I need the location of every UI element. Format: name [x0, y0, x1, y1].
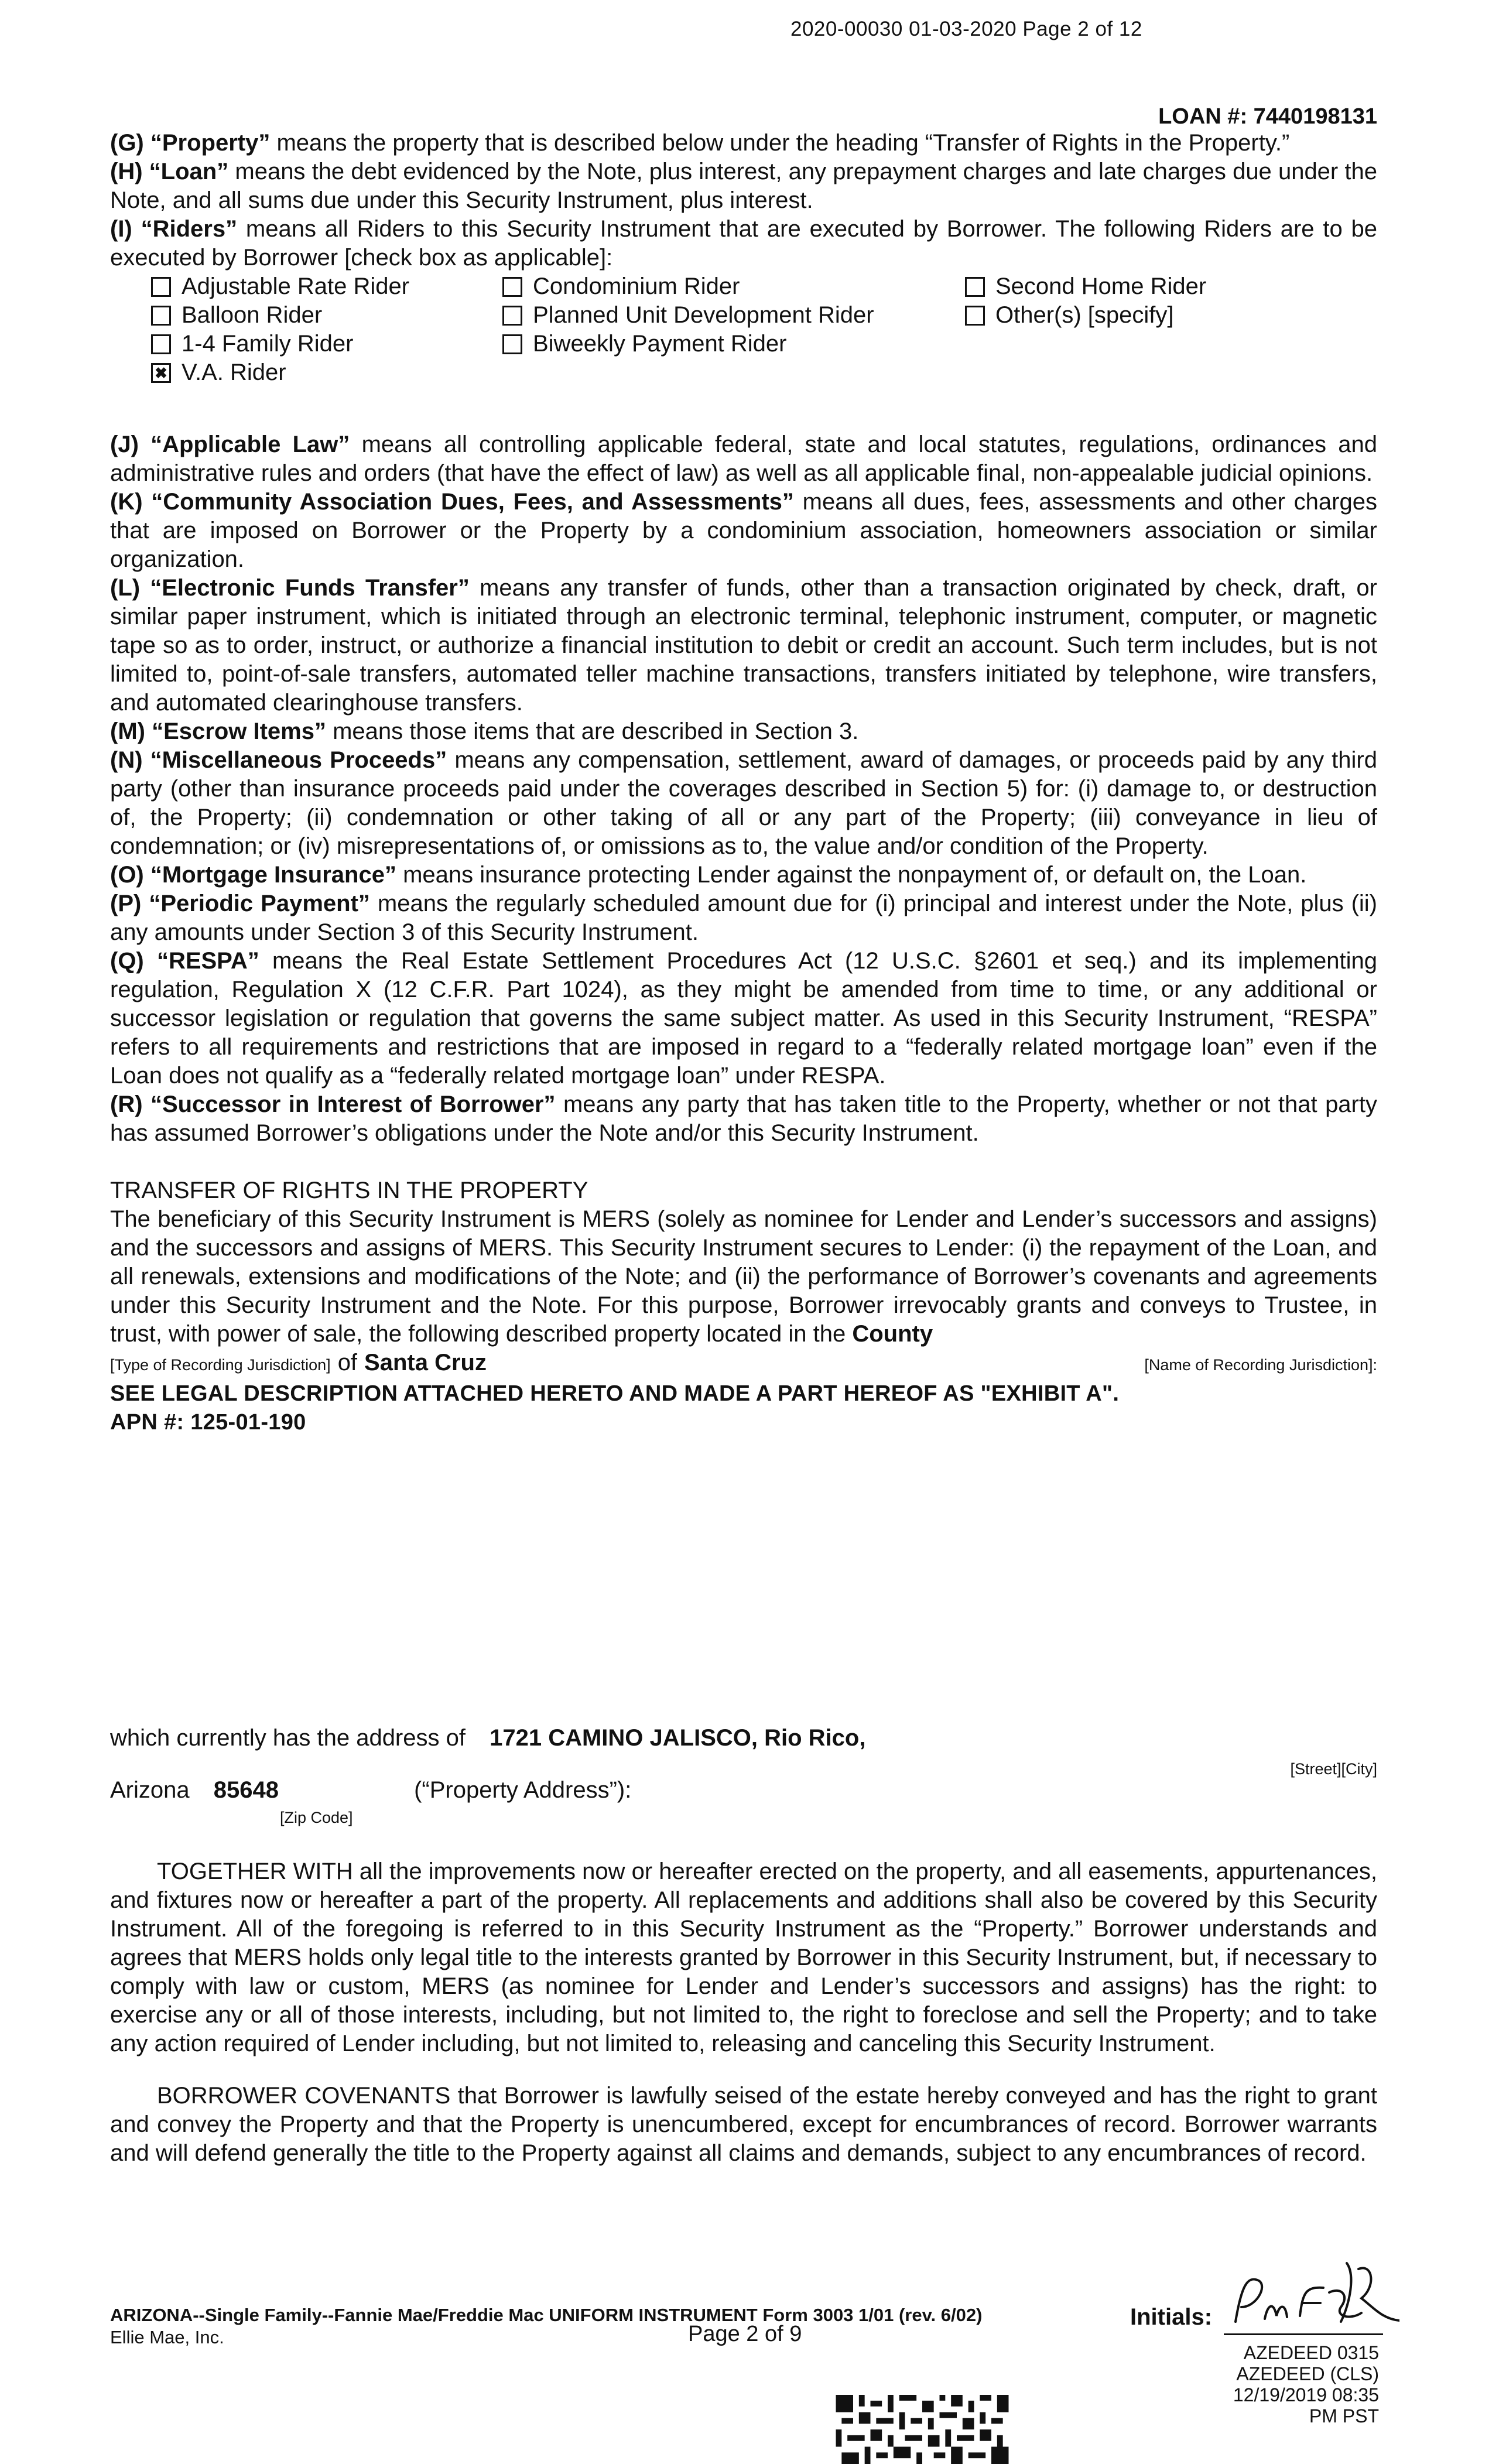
jurisdiction-type: County: [852, 1321, 933, 1347]
rider-label: 1-4 Family Rider: [182, 331, 354, 357]
definition-i: [110, 215, 1377, 272]
initials-signature: [1224, 2251, 1399, 2339]
rider-empty-cell: [965, 330, 1410, 358]
barcode-2d-icon: [834, 2395, 1010, 2464]
checkbox[interactable]: [965, 306, 985, 326]
definition-text: means any compensation, settlement, award of damages, or proceeds paid by any third party (other than insurance proceeds paid under the coverages described in Section 5) for: (i) damage to, or destruction of, the Property; (ii) condemnation or other taking of all or any part of the Property; (iii) conveyance in lieu of condemnation; or (iv) misrepresentations of, or omissions as to, the value and/or condition of the Property.: [110, 747, 1377, 859]
apn: APN #: 125-01-190: [110, 1410, 306, 1435]
definition-term: (G) “Property”: [110, 130, 271, 156]
definition-l: [110, 574, 1377, 717]
form-code: AZEDEED 0315: [1243, 2342, 1379, 2363]
rider-va[interactable]: [151, 358, 502, 387]
zip-label-line: [110, 1805, 1377, 1828]
definition-text: means insurance protecting Lender against the nonpayment of, or default on, the Loan.: [403, 862, 1307, 888]
jurisdiction-line: [110, 1349, 1377, 1380]
rider-label: Adjustable Rate Rider: [182, 273, 410, 299]
definition-term: (H) “Loan”: [110, 159, 229, 184]
form-codes: [1227, 2342, 1379, 2427]
zip-label: [Zip Code]: [280, 1809, 353, 1826]
of-word: of: [337, 1350, 358, 1375]
rider-other[interactable]: [965, 301, 1410, 330]
definition-text: means any transfer of funds, other than a transaction originated by check, draft, or similar paper instrument, which is initiated through an electronic terminal, telephonic instrument, computer, or magnetic tape so as to order, instruct, or authorize a financial institution to debit or credit an account. Such term includes, but is not limited to, point-of-sale transfers, automated teller machine transactions, transfers initiated by telephone, wire transfers, and automated clearinghouse transfers.: [110, 575, 1377, 716]
checkbox[interactable]: [151, 334, 171, 354]
definition-text: means all Riders to this Security Instrument that are executed by Borrower. The following Riders are to be executed by Borrower [check box as applicable]:: [110, 216, 1378, 271]
definition-term: (O) “Mortgage Insurance”: [110, 862, 396, 888]
definition-text: means those items that are described in Section 3.: [333, 718, 859, 744]
definition-n: [110, 746, 1377, 861]
street-city: 1721 CAMINO JALISCO, Rio Rico,: [490, 1725, 866, 1751]
definition-term: (Q) “RESPA”: [110, 948, 259, 974]
checkbox[interactable]: [151, 277, 171, 297]
rider-balloon[interactable]: [151, 301, 502, 330]
definition-m: [110, 717, 1377, 746]
definition-text: means the debt evidenced by the Note, plus interest, any prepayment charges and late charges due under the Note, and all sums due under this Security Instrument, plus interest.: [110, 159, 1378, 213]
definition-text: means the Real Estate Settlement Procedures Act (12 U.S.C. §2601 et seq.) and its implementing regulation, Regulation X (12 C.F.R. Part 1024), as they might be amended from time to time, or any additional or successor legislation or regulation that governs the same subject matter. As used in this Security Instrument, “RESPA” refers to all requirements and restrictions that are imposed in regard to a “federally related mortgage loan” even if the Loan does not qualify as a “federally related mortgage loan” under RESPA.: [110, 948, 1377, 1089]
definition-term: (M) “Escrow Items”: [110, 718, 326, 744]
address-labels: [110, 1753, 1377, 1776]
checkbox[interactable]: [502, 306, 522, 326]
legal-description: SEE LEGAL DESCRIPTION ATTACHED HERETO AND MADE A PART HEREOF AS "EXHIBIT A".: [110, 1381, 1120, 1406]
checkbox-checked[interactable]: ✖: [151, 363, 171, 383]
definition-p: [110, 889, 1377, 947]
state: Arizona: [110, 1777, 190, 1803]
definition-g: [110, 129, 1377, 158]
definition-term: (K) “Community Association Dues, Fees, and Assessments”: [110, 489, 794, 515]
together-with: TOGETHER WITH all the improvements now or hereafter erected on the property, and all easements, appurtenances, and fixtures now or hereafter a part of the property. All replacements and additions shall also be covered by this Security Instrument. All of the foregoing is referred to in this Security Instrument as the “Property.” Borrower understands and agrees that MERS holds only legal title to the interests granted by Borrower in this Security Instrument, but, if necessary to comply with law or custom, MERS (as nominee for Lender and Lender’s successors and assigns) has the right: to exercise any or all of those interests, including, but not limited to, the right to foreclose and sell the Property; and to take any action required of Lender including, but not limited to, releasing and canceling this Security Instrument.: [110, 1859, 1377, 2056]
checkbox[interactable]: [965, 277, 985, 297]
borrower-covenants: BORROWER COVENANTS that Borrower is lawfully seised of the estate hereby conveyed and has the right to grant and convey the Property and that the Property is unencumbered, except for encumbrances of record. Borrower warrants and will defend generally the title to the Property against all claims and demands, subject to any encumbrances of record.: [110, 2083, 1377, 2166]
rider-label: Second Home Rider: [995, 273, 1207, 299]
transfer-body: The beneficiary of this Security Instrument is MERS (solely as nominee for Lender and Lender’s successors and assigns) and the successors and assigns of MERS. This Security Instrument secures to Lender: (i) the repayment of the Loan, and all renewals, extensions and modifications of the Note; and (ii) the performance of Borrower’s covenants and agreements under this Security Instrument and the Note. For this purpose, Borrower irrevocably grants and conveys to Trustee, in trust, with power of sale, the following described property located in the: [110, 1206, 1377, 1347]
definition-term: (N) “Miscellaneous Proceeds”: [110, 747, 447, 773]
initials-line: [1224, 2333, 1383, 2335]
definition-text: means the property that is described below under the heading “Transfer of Rights in the Property.”: [276, 130, 1290, 156]
form-code-cls: AZEDEED (CLS): [1236, 2363, 1379, 2384]
print-timestamp: 12/19/2019 08:35 PM PST: [1233, 2384, 1379, 2427]
initials-label: Initials:: [1130, 2304, 1213, 2330]
rider-adjustable-rate[interactable]: [151, 272, 502, 301]
definition-h: [110, 158, 1377, 215]
rider-label: V.A. Rider: [182, 360, 286, 385]
address-intro: which currently has the address of: [110, 1725, 466, 1751]
definition-term: (R) “Successor in Interest of Borrower”: [110, 1091, 556, 1117]
checkbox[interactable]: [502, 334, 522, 354]
definition-text: means all controlling applicable federal, state and local statutes, regulations, ordinances and administrative rules and orders (that have the effect of law) as well as all applicable final, non-appealable judicial opinions.: [110, 432, 1377, 486]
rider-pud[interactable]: [502, 301, 965, 330]
rider-1-4-family[interactable]: [151, 330, 502, 358]
loan-number: [1158, 104, 1377, 129]
riders-checklist: [151, 272, 1377, 387]
street-city-label: [Street][City]: [1290, 1760, 1377, 1778]
jurisdiction-type-label: [Type of Recording Jurisdiction]: [110, 1356, 331, 1374]
checkbox[interactable]: [502, 277, 522, 297]
property-address-label: (“Property Address”):: [414, 1777, 632, 1803]
page-number: Page 2 of 9: [688, 2322, 802, 2346]
form-footer: [110, 2304, 982, 2349]
rider-condominium[interactable]: [502, 272, 965, 301]
document-body: [110, 129, 1377, 2168]
loan-label: LOAN #:: [1158, 104, 1248, 129]
recording-header: 2020-00030 01-03-2020 Page 2 of 12: [790, 18, 1142, 40]
definition-text: means any party that has taken title to the Property, whether or not that party has assumed Borrower’s obligations under the Note and/or this Security Instrument.: [110, 1091, 1377, 1146]
rider-label: Planned Unit Development Rider: [533, 302, 874, 328]
address-line: [110, 1724, 1377, 1753]
definition-j: [110, 430, 1377, 488]
definition-text: means the regularly scheduled amount due for (i) principal and interest under the Note, plus (ii) any amounts under Section 3 of this Security Instrument.: [110, 891, 1377, 945]
definition-term: (L) “Electronic Funds Transfer”: [110, 575, 470, 601]
rider-label: Other(s) [specify]: [995, 302, 1174, 328]
rider-biweekly[interactable]: [502, 330, 965, 358]
rider-label: Condominium Rider: [533, 273, 740, 299]
jurisdiction-name-label: [Name of Recording Jurisdiction]:: [1144, 1356, 1377, 1374]
vendor-name: Ellie Mae, Inc.: [110, 2327, 224, 2347]
definition-k: [110, 488, 1377, 574]
form-name: ARIZONA--Single Family--Fannie Mae/Freddie Mac UNIFORM INSTRUMENT Form 3003 1/01 (rev. 6/02): [110, 2305, 983, 2325]
definition-term: (J) “Applicable Law”: [110, 432, 350, 457]
definition-term: (I) “Riders”: [110, 216, 238, 242]
definition-term: (P) “Periodic Payment”: [110, 891, 370, 916]
definition-r: [110, 1090, 1377, 1148]
definition-q: [110, 947, 1377, 1090]
definition-text: means all dues, fees, assessments and other charges that are imposed on Borrower or the Property by a condominium association, homeowners association or similar organization.: [110, 489, 1377, 572]
checkbox[interactable]: [151, 306, 171, 326]
rider-label: Balloon Rider: [182, 302, 323, 328]
jurisdiction-name: Santa Cruz: [364, 1350, 487, 1375]
transfer-text: [110, 1205, 1377, 1349]
zip: 85648: [213, 1777, 279, 1803]
rider-second-home[interactable]: [965, 272, 1410, 301]
rider-label: Biweekly Payment Rider: [533, 331, 787, 357]
definition-o: [110, 861, 1377, 889]
transfer-heading: TRANSFER OF RIGHTS IN THE PROPERTY: [110, 1178, 588, 1203]
state-zip-line: [110, 1776, 1377, 1805]
loan-value: 7440198131: [1253, 104, 1377, 129]
